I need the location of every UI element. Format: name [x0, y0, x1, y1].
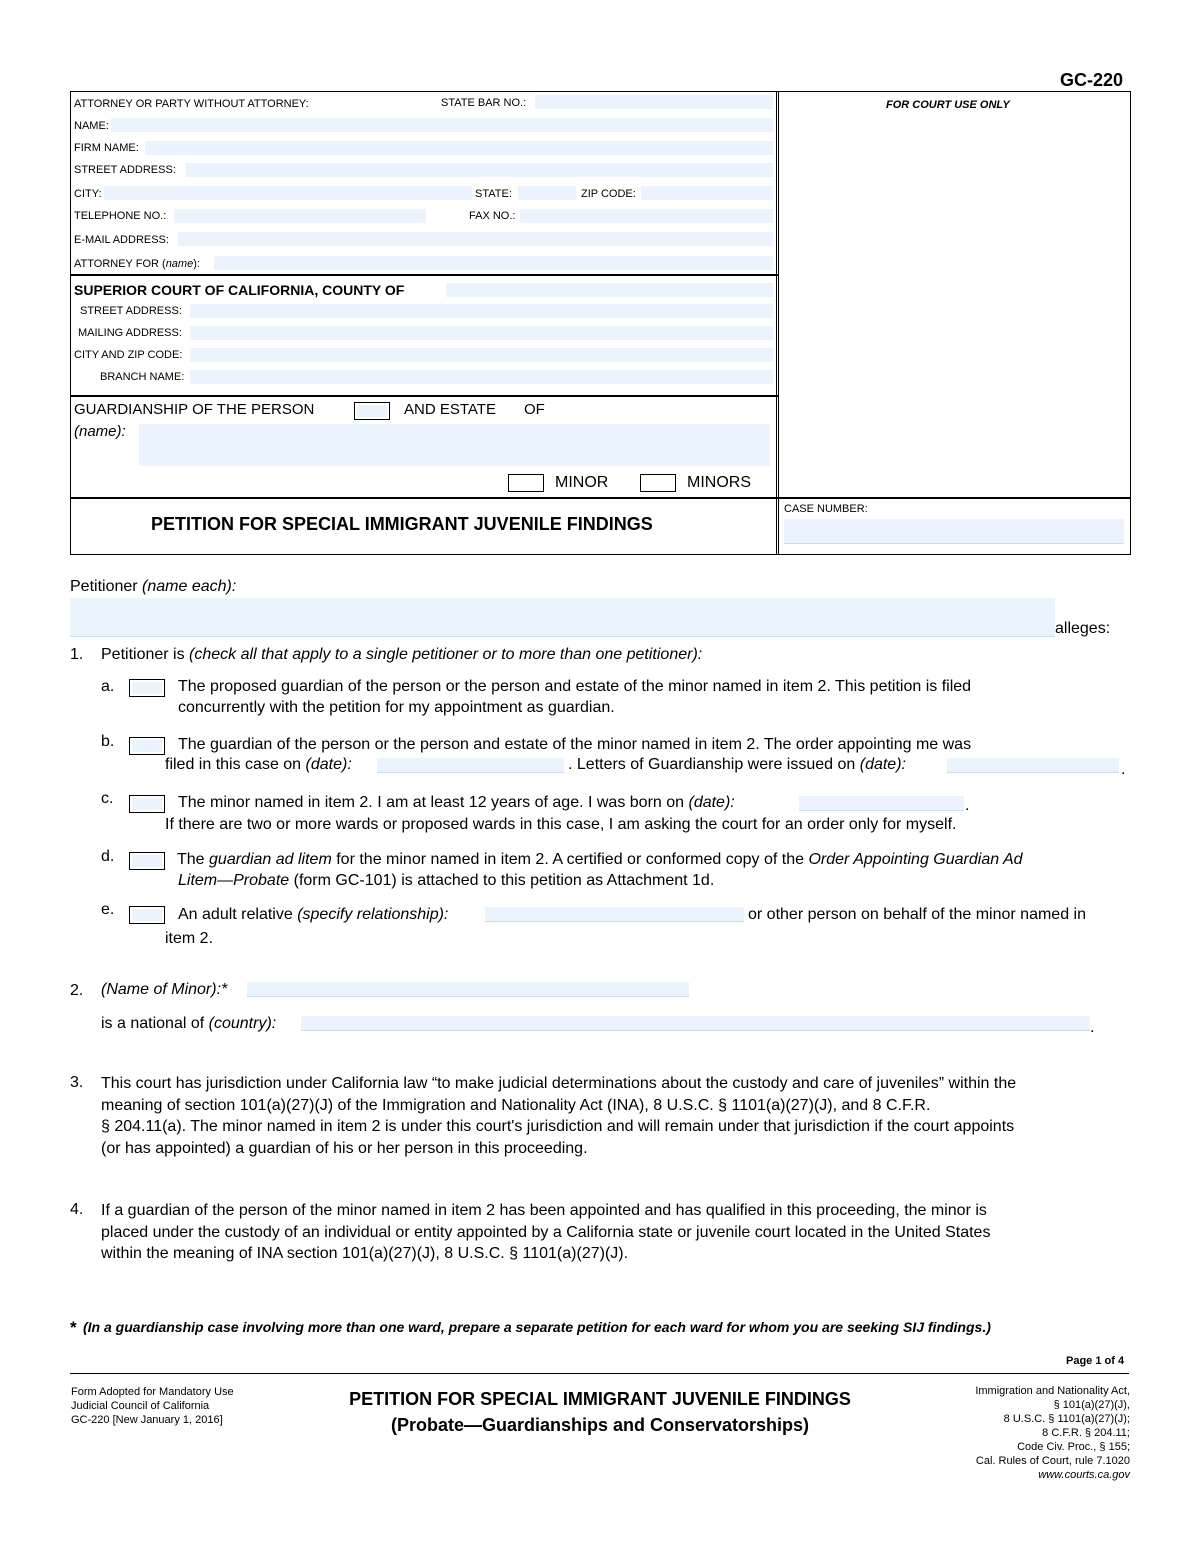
of-label: OF [524, 401, 545, 418]
footnote-text: (In a guardianship case involving more than one ward, prepare a separate petition for each ward for whom you are seeking SIJ findings.) [83, 1319, 991, 1335]
case-number-field[interactable] [784, 519, 1124, 544]
petitioner-name-field[interactable] [70, 598, 1055, 637]
item2-label: (Name of Minor):* [101, 981, 228, 998]
item4-number: 4. [70, 1201, 84, 1218]
item3-text: This court has jurisdiction under California law “to make judicial determinations about the custody and care of juveniles” within the meaning of section 101(a)(27)(J) of the Immigration and Nationality Act (INA), 8 U.S.C. § 1101(a)(27)(J), and 8 C.F.R. § 204.11(a). The minor named in item 2 is under this court's jurisdiction and will remain under that jurisdiction if the court appoints (or has appointed) a guardian of his or her person in this proceeding. [101, 1075, 1017, 1157]
phone-field[interactable] [174, 209, 426, 223]
item1e-line1a: An adult relative (specify relationship): [178, 906, 449, 923]
guardianship-label: GUARDIANSHIP OF THE PERSON [74, 401, 315, 418]
caption-name-label: (name): [74, 423, 126, 440]
item1d-line2: Litem—Probate (form GC-101) is attached to this petition as Attachment 1d. [178, 872, 715, 889]
court-use-label: FOR COURT USE ONLY [886, 99, 1010, 111]
court-cityzip-field[interactable] [190, 348, 773, 362]
item1c-checkbox[interactable] [129, 795, 165, 813]
page-number: Page 1 of 4 [1066, 1355, 1125, 1367]
minors-checkbox[interactable] [640, 474, 676, 492]
caption-name-field[interactable] [139, 424, 770, 466]
item1b-order-date-field[interactable] [377, 758, 564, 773]
minor-label: MINOR [555, 474, 609, 491]
item1b-letters-date-field[interactable] [947, 758, 1119, 773]
form-id: GC-220 [1060, 70, 1124, 90]
item1e-letter: e. [101, 901, 115, 918]
minor-checkbox[interactable] [508, 474, 544, 492]
street-field[interactable] [186, 163, 773, 177]
attorney-for-label: ATTORNEY FOR (name): [74, 258, 200, 270]
state-label: STATE: [475, 188, 512, 200]
item1-text: Petitioner is (check all that apply to a single petitioner or to more than one petitioner): [101, 646, 703, 663]
court-cityzip-label: CITY AND ZIP CODE: [74, 349, 183, 361]
item1a-checkbox[interactable] [129, 679, 165, 697]
item1a-line1: The proposed guardian of the person or the person and estate of the minor named in item 2. This petition is filed [178, 678, 972, 695]
attorney-label: ATTORNEY OR PARTY WITHOUT ATTORNEY: [74, 98, 309, 110]
name-field[interactable] [111, 118, 773, 132]
item1d-line1: The guardian ad litem for the minor named in item 2. A certified or conformed copy of the Order Appointing Guardian Ad [177, 851, 1023, 868]
petitioner-label: Petitioner (name each): [70, 578, 237, 595]
item1d-letter: d. [101, 848, 115, 865]
state-field[interactable] [518, 186, 576, 200]
city-field[interactable] [104, 186, 472, 200]
item1a-line2: concurrently with the petition for my appointment as guardian. [178, 699, 615, 716]
website-link[interactable]: www.courts.ca.gov [1038, 1469, 1130, 1481]
item1e-checkbox[interactable] [129, 906, 165, 924]
court-branch-label: BRANCH NAME: [100, 371, 185, 383]
firm-field[interactable] [145, 141, 773, 155]
zip-field[interactable] [641, 186, 773, 200]
minors-label: MINORS [687, 474, 751, 491]
state-bar-field[interactable] [535, 95, 773, 109]
item1b-line1: The guardian of the person or the person and estate of the minor named in item 2. The order appointing me was [178, 736, 972, 753]
footer-right: Immigration and Nationality Act, § 101(a)(27)(J), 8 U.S.C. § 1101(a)(27)(J); 8 C.F.R. § 204.11; Code Civ. Proc., § 155; Cal. Rules of Court, rule 7.1020 www.courts.ca.gov [880, 1384, 1130, 1482]
footer-rule [70, 1373, 1129, 1374]
item1c-letter: c. [101, 790, 114, 807]
name-label: NAME: [74, 120, 109, 132]
item1c-end: . [965, 797, 970, 814]
form-title: PETITION FOR SPECIAL IMMIGRANT JUVENILE FINDINGS [151, 514, 653, 534]
item1-number: 1. [70, 646, 84, 663]
and-estate-label: AND ESTATE [404, 401, 496, 418]
item2-number: 2. [70, 982, 84, 999]
email-field[interactable] [178, 232, 773, 246]
item1b-letter: b. [101, 733, 115, 750]
fax-label: FAX NO.: [469, 210, 516, 222]
item2-national: is a national of (country): [101, 1015, 277, 1032]
country-field[interactable] [301, 1016, 1090, 1031]
item1b-line2a: filed in this case on (date): [165, 756, 352, 773]
item2-end: . [1090, 1019, 1095, 1036]
attorney-for-field[interactable] [214, 256, 773, 270]
phone-label: TELEPHONE NO.: [74, 210, 167, 222]
firm-label: FIRM NAME: [74, 142, 139, 154]
item1e-relationship-field[interactable] [485, 907, 744, 922]
email-label: E-MAIL ADDRESS: [74, 234, 169, 246]
court-title: SUPERIOR COURT OF CALIFORNIA, COUNTY OF [74, 282, 405, 298]
footer-left: Form Adopted for Mandatory Use Judicial Council of California GC-220 [New January 1, 2016] [71, 1386, 234, 1426]
item3-number: 3. [70, 1074, 84, 1091]
court-mailing-field[interactable] [190, 326, 773, 340]
item1d-checkbox[interactable] [129, 852, 165, 870]
zip-label: ZIP CODE: [581, 188, 636, 200]
fax-field[interactable] [520, 209, 773, 223]
court-street-label: STREET ADDRESS: [80, 305, 182, 317]
court-use-box [776, 91, 1131, 499]
county-field[interactable] [446, 283, 773, 297]
court-mailing-label: MAILING ADDRESS: [78, 327, 182, 339]
item1a-letter: a. [101, 678, 115, 695]
state-bar-label: STATE BAR NO.: [441, 97, 527, 109]
footer-title: PETITION FOR SPECIAL IMMIGRANT JUVENILE FINDINGS (Probate—Guardianships and Conservatorships) [349, 1389, 851, 1435]
item1b-checkbox[interactable] [129, 737, 165, 755]
court-branch-field[interactable] [190, 370, 773, 384]
and-estate-checkbox[interactable] [354, 402, 390, 420]
item1e-line2: item 2. [165, 930, 214, 947]
case-number-label: CASE NUMBER: [784, 503, 868, 515]
item1b-line2b: . Letters of Guardianship were issued on (date): [568, 756, 906, 773]
item1e-line1b: or other person on behalf of the minor named in [748, 906, 1086, 923]
item4-text: If a guardian of the person of the minor named in item 2 has been appointed and has qualified in this proceeding, the minor is placed under the custody of an individual or entity appointed by a California state or juvenile court located in the United States within the meaning of INA section 101(a)(27)(J), 8 U.S.C. § 1101(a)(27)(J). [101, 1202, 991, 1262]
minor-name-field[interactable] [247, 982, 689, 997]
item1c-line1: The minor named in item 2. I am at least 12 years of age. I was born on (date): [178, 794, 735, 811]
alleges-label: alleges: [1055, 620, 1111, 637]
item1c-birth-date-field[interactable] [799, 796, 964, 811]
court-street-field[interactable] [190, 304, 773, 318]
footnote-star: * [70, 1318, 77, 1337]
item1b-end: . [1121, 761, 1126, 778]
item1c-line2: If there are two or more wards or proposed wards in this case, I am asking the court for an order only for myself. [165, 816, 957, 833]
street-label: STREET ADDRESS: [74, 164, 176, 176]
city-label: CITY: [74, 188, 102, 200]
